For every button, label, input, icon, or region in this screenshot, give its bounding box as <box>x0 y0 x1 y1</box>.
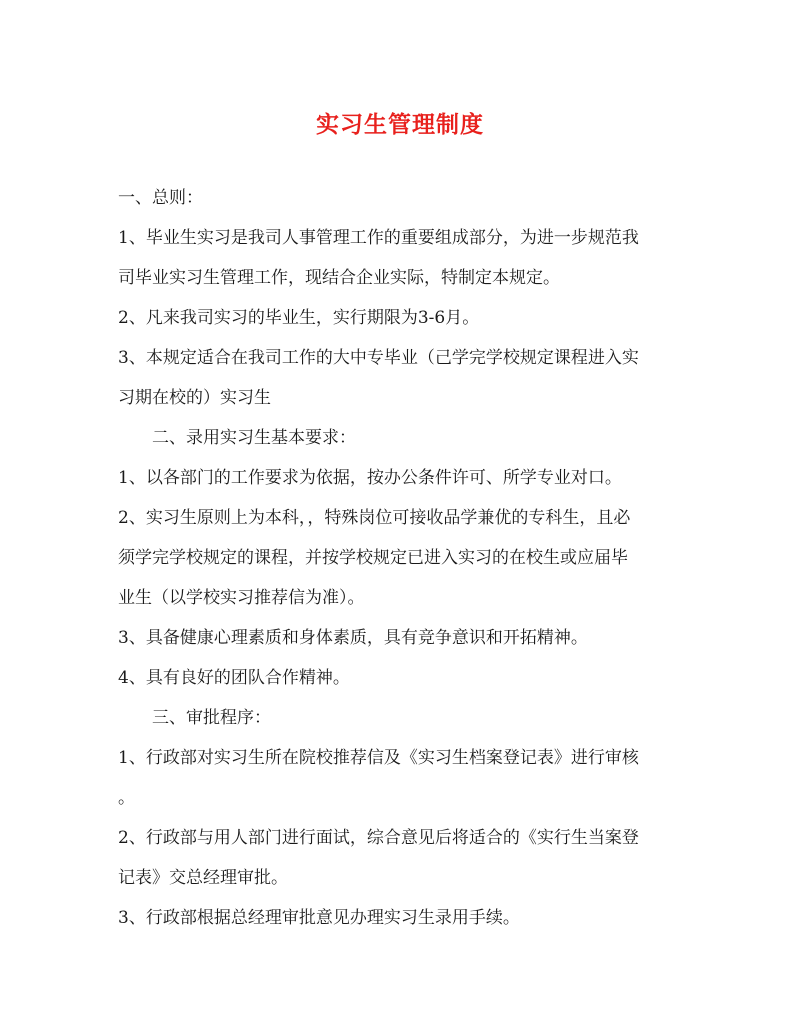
document-title: 实习生管理制度 <box>316 111 484 138</box>
section-heading-approval: 三、审批程序： <box>152 708 271 728</box>
paragraph-line: 须学完学校规定的课程，并按学校规定已进入实习的在校生或应届毕 <box>118 548 628 568</box>
paragraph-line: 记表》交总经理审批。 <box>118 868 288 888</box>
paragraph-line: 1、行政部对实习生所在院校推荐信及《实习生档案登记表》进行审核 <box>118 748 639 768</box>
paragraph-line: 2、实习生原则上为本科，，特殊岗位可接收品学兼优的专科生，且必 <box>118 508 631 528</box>
paragraph-line: 3、具备健康心理素质和身体素质，具有竞争意识和开拓精神。 <box>118 628 588 648</box>
paragraph-line: 3、行政部根据总经理审批意见办理实习生录用手续。 <box>118 908 520 928</box>
paragraph-line: 3、本规定适合在我司工作的大中专毕业（己学完学校规定课程进入实 <box>118 348 639 368</box>
document-body <box>118 178 698 938</box>
paragraph-line: 。 <box>118 788 135 808</box>
paragraph-line: 1、毕业生实习是我司人事管理工作的重要组成部分，为进一步规范我 <box>118 228 639 248</box>
paragraph-line: 习期在校的）实习生 <box>118 388 271 408</box>
paragraph-line: 1、以各部门的工作要求为依据，按办公条件许可、所学专业对口。 <box>118 468 622 488</box>
paragraph-line: 2、凡来我司实习的毕业生，实行期限为3-6月。 <box>118 308 480 328</box>
paragraph-line: 业生（以学校实习推荐信为准）。 <box>118 588 365 608</box>
paragraph-line: 司毕业实习生管理工作，现结合企业实际，特制定本规定。 <box>118 268 560 288</box>
paragraph-line: 2、行政部与用人部门进行面试，综合意见后将适合的《实行生当案登 <box>118 828 639 848</box>
paragraph-line: 4、具有良好的团队合作精神。 <box>118 668 350 688</box>
section-heading-requirements: 二、录用实习生基本要求： <box>152 428 356 448</box>
section-heading-general: 一、总则： <box>118 188 203 208</box>
